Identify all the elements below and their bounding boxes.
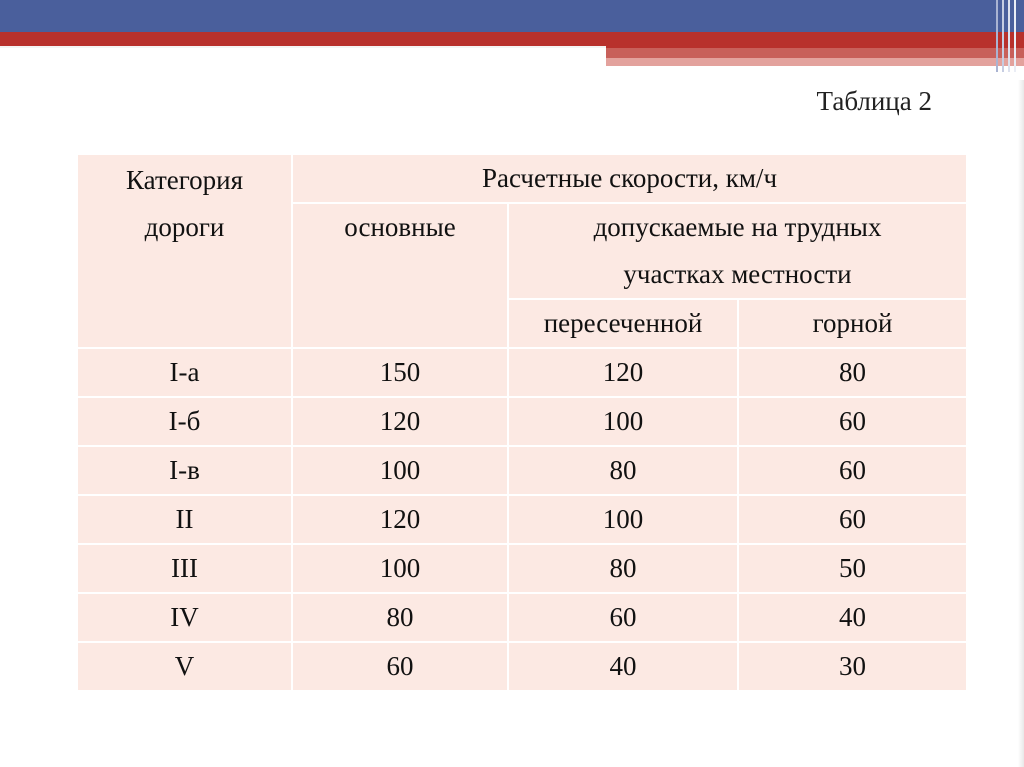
- table-row: [77, 544, 967, 593]
- cell-category: IV: [77, 593, 292, 642]
- cell-mountain: 50: [738, 544, 967, 593]
- cell-category: I-а: [77, 348, 292, 397]
- cell-category: I-в: [77, 446, 292, 495]
- cell-main: 120: [292, 397, 508, 446]
- table-caption: Таблица 2: [816, 86, 932, 116]
- cell-mountain: 80: [738, 348, 967, 397]
- table-row: [77, 593, 967, 642]
- cell-main: 60: [292, 642, 508, 691]
- cell-category: II: [77, 495, 292, 544]
- cell-mountain: 40: [738, 593, 967, 642]
- cell-main: 150: [292, 348, 508, 397]
- banner-stripe: [1014, 0, 1016, 72]
- cell-rough: 100: [508, 495, 738, 544]
- header-allowed-line1: допускаемые на трудных: [593, 212, 882, 242]
- header-mountain: горной: [738, 299, 967, 348]
- banner-blue-bar: [0, 0, 1024, 32]
- cell-mountain: 60: [738, 446, 967, 495]
- cell-rough: 100: [508, 397, 738, 446]
- table-row: [77, 446, 967, 495]
- cell-rough: 40: [508, 642, 738, 691]
- cell-main: 120: [292, 495, 508, 544]
- slide-edge-shadow: [1018, 80, 1024, 767]
- banner-stripe: [1008, 0, 1010, 72]
- top-banner: [0, 0, 1024, 80]
- header-category: [77, 154, 292, 348]
- table-row: [77, 495, 967, 544]
- cell-category: V: [77, 642, 292, 691]
- header-row-1: [77, 154, 967, 203]
- cell-mountain: 60: [738, 495, 967, 544]
- header-rough: пересеченной: [508, 299, 738, 348]
- cell-category: I-б: [77, 397, 292, 446]
- cell-main: 80: [292, 593, 508, 642]
- cell-rough: 120: [508, 348, 738, 397]
- table-row: [77, 642, 967, 691]
- cell-main: 100: [292, 544, 508, 593]
- cell-rough: 80: [508, 544, 738, 593]
- cell-rough: 60: [508, 593, 738, 642]
- banner-stripe: [1002, 0, 1004, 72]
- banner-stripe: [996, 0, 998, 72]
- header-speeds: Расчетные скорости, км/ч: [292, 154, 967, 203]
- cell-category: III: [77, 544, 292, 593]
- cell-mountain: 30: [738, 642, 967, 691]
- header-allowed-line2: участках местности: [623, 259, 852, 289]
- banner-pink-step: [606, 58, 1024, 66]
- table-row: [77, 397, 967, 446]
- header-main: основные: [292, 203, 508, 348]
- banner-red-step: [606, 48, 1024, 58]
- cell-mountain: 60: [738, 397, 967, 446]
- header-allowed: [508, 203, 967, 299]
- cell-main: 100: [292, 446, 508, 495]
- banner-divider-line: [0, 46, 606, 48]
- cell-rough: 80: [508, 446, 738, 495]
- header-category-line1: Категория: [126, 165, 243, 195]
- table-row: [77, 348, 967, 397]
- header-category-line2: дороги: [144, 212, 225, 242]
- speed-table: [76, 153, 968, 692]
